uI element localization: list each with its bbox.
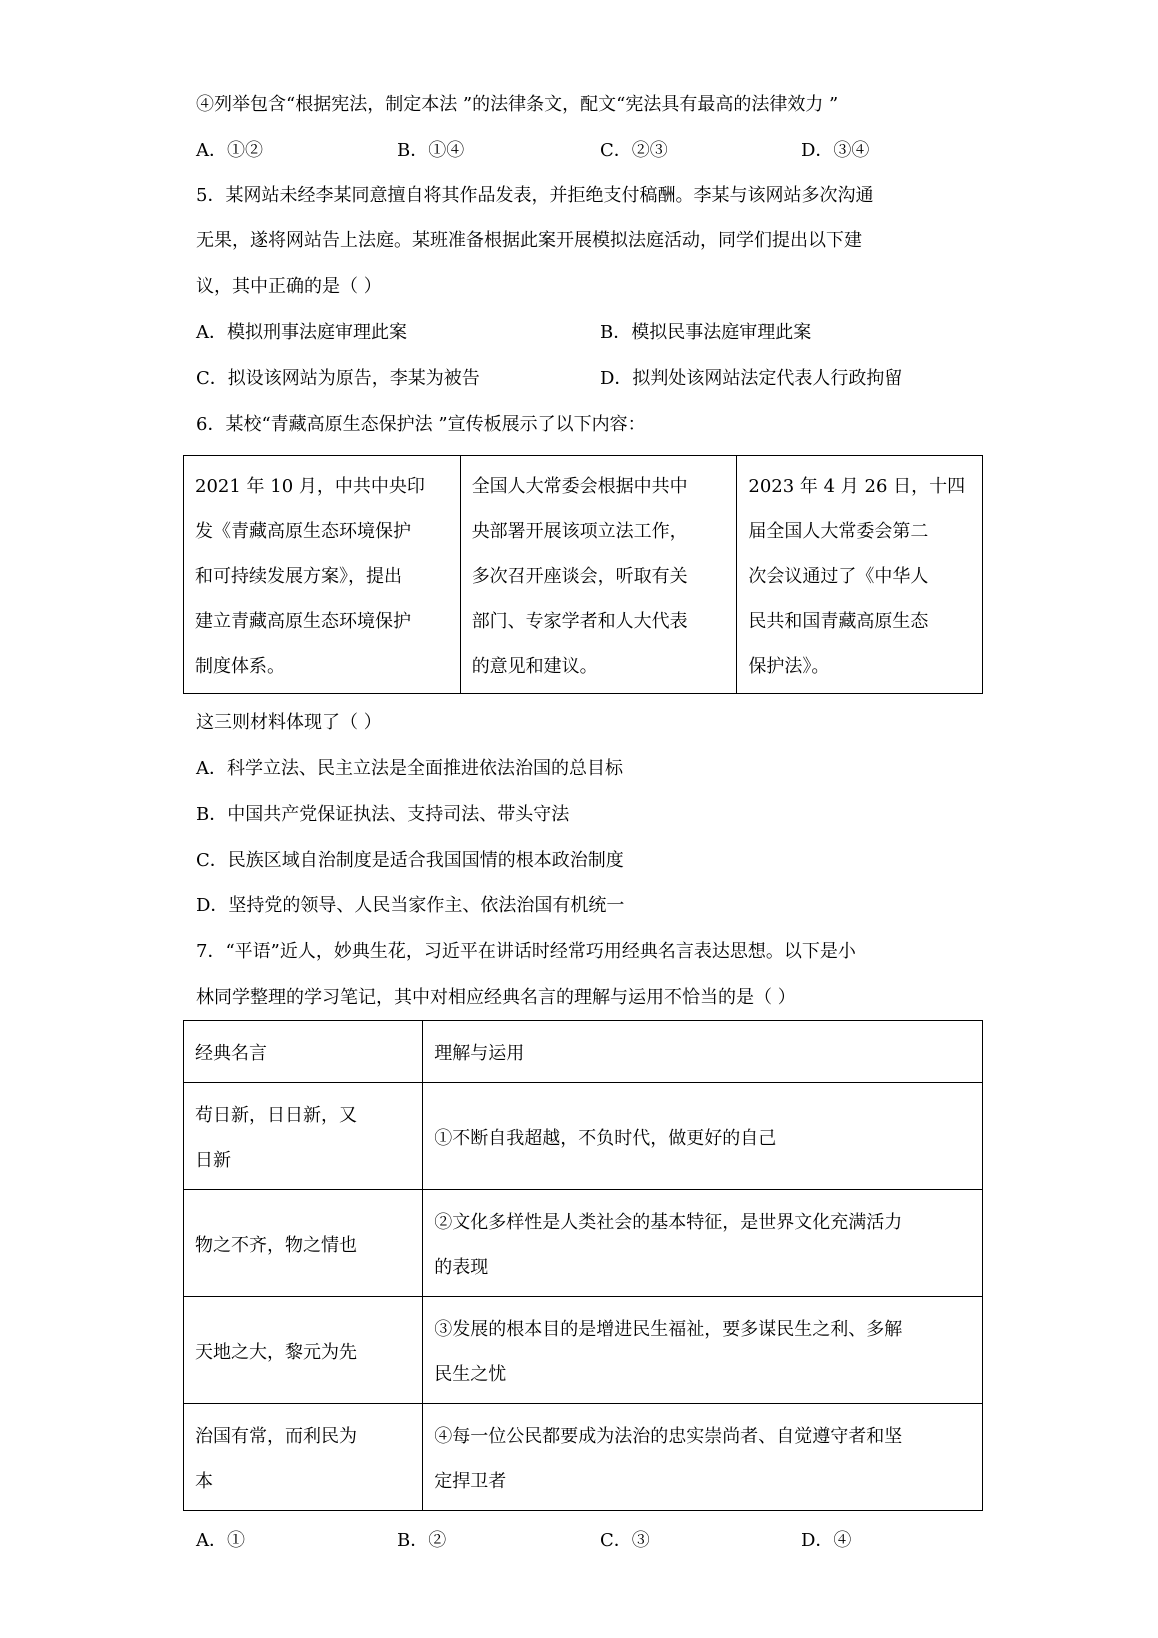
q7-stem-line-2: 林同学整理的学习笔记，其中对相应经典名言的理解与运用不恰当的是（ ） bbox=[196, 987, 796, 1008]
q4-option-a: A．①② bbox=[196, 140, 263, 161]
table-header-row bbox=[184, 1021, 983, 1083]
q7-option-b: B．② bbox=[397, 1530, 447, 1551]
q6-option-d: D．坚持党的领导、人民当家作主、依法治国有机统一 bbox=[196, 895, 625, 916]
q5-stem-line-2: 无果，遂将网站告上法庭。某班准备根据此案开展模拟法庭活动，同学们提出以下建 bbox=[196, 230, 862, 251]
quote-cell: 物之不齐，物之情也 bbox=[184, 1190, 423, 1297]
table-row bbox=[184, 1404, 983, 1511]
q7-stem-line-1: 7．“平语”近人，妙典生花，习近平在讲话时经常巧用经典名言表达思想。以下是小 bbox=[196, 941, 856, 962]
table-row bbox=[184, 1190, 983, 1297]
q6-option-a: A．科学立法、民主立法是全面推进依法治国的总目标 bbox=[196, 758, 623, 779]
q6-option-c: C．民族区域自治制度是适合我国国情的根本政治制度 bbox=[196, 850, 624, 871]
note-cell: ③发展的根本目的是增进民生福祉，要多谋民生之利、多解 民生之忧 bbox=[423, 1297, 983, 1404]
table-row bbox=[184, 1083, 983, 1190]
table-row bbox=[184, 1297, 983, 1404]
q5-option-b: B．模拟民事法庭审理此案 bbox=[600, 322, 812, 343]
quote-cell: 天地之大，黎元为先 bbox=[184, 1297, 423, 1404]
q6-stem: 6．某校“青藏高原生态保护法 ”宣传板展示了以下内容： bbox=[196, 414, 646, 435]
q6-question: 这三则材料体现了（ ） bbox=[196, 712, 382, 733]
q7-option-a: A．① bbox=[196, 1530, 245, 1551]
board-panel-1: 2021 年 10 月，中共中央印 发《青藏高原生态环境保护 和可持续发展方案》，提出 建立青藏高原生态环境保护 制度体系。 bbox=[184, 456, 461, 694]
q5-stem-line-1: 5．某网站未经李某同意擅自将其作品发表，并拒绝支付稿酬。李某与该网站多次沟通 bbox=[196, 185, 874, 206]
board-panel-2: 全国人大常委会根据中共中 央部署开展该项立法工作， 多次召开座谈会，听取有关 部门、专家学者和人大代表 的意见和建议。 bbox=[460, 456, 737, 694]
q4-option-b: B．①④ bbox=[397, 140, 465, 161]
q6-promo-board bbox=[183, 455, 983, 694]
note-cell: ①不断自我超越，不负时代，做更好的自己 bbox=[423, 1083, 983, 1190]
board-panel-3: 2023 年 4 月 26 日，十四 届全国人大常委会第二 次会议通过了《中华人 民共和国青藏高原生态 保护法》。 bbox=[737, 456, 983, 694]
q5-option-a: A．模拟刑事法庭审理此案 bbox=[196, 322, 407, 343]
header-note: 理解与运用 bbox=[423, 1021, 983, 1083]
quote-cell: 治国有常，而利民为 本 bbox=[184, 1404, 423, 1511]
q4-option-d: D．③④ bbox=[801, 140, 870, 161]
q6-option-b: B．中国共产党保证执法、支持司法、带头守法 bbox=[196, 804, 570, 825]
q7-notes-table bbox=[183, 1020, 983, 1511]
header-quote: 经典名言 bbox=[184, 1021, 423, 1083]
q4-option-c: C．②③ bbox=[600, 140, 668, 161]
q7-option-d: D．④ bbox=[801, 1530, 852, 1551]
q7-option-c: C．③ bbox=[600, 1530, 650, 1551]
quote-cell: 苟日新，日日新，又 日新 bbox=[184, 1083, 423, 1190]
note-cell: ②文化多样性是人类社会的基本特征，是世界文化充满活力 的表现 bbox=[423, 1190, 983, 1297]
q5-stem-line-3: 议，其中正确的是（ ） bbox=[196, 276, 382, 297]
q5-option-c: C．拟设该网站为原告，李某为被告 bbox=[196, 368, 480, 389]
note-cell: ④每一位公民都要成为法治的忠实崇尚者、自觉遵守者和坚 定捍卫者 bbox=[423, 1404, 983, 1511]
q5-option-d: D．拟判处该网站法定代表人行政拘留 bbox=[600, 368, 903, 389]
q4-item-4: ④列举包含“根据宪法，制定本法 ”的法律条文，配文“宪法具有最高的法律效力 ” bbox=[196, 94, 839, 115]
